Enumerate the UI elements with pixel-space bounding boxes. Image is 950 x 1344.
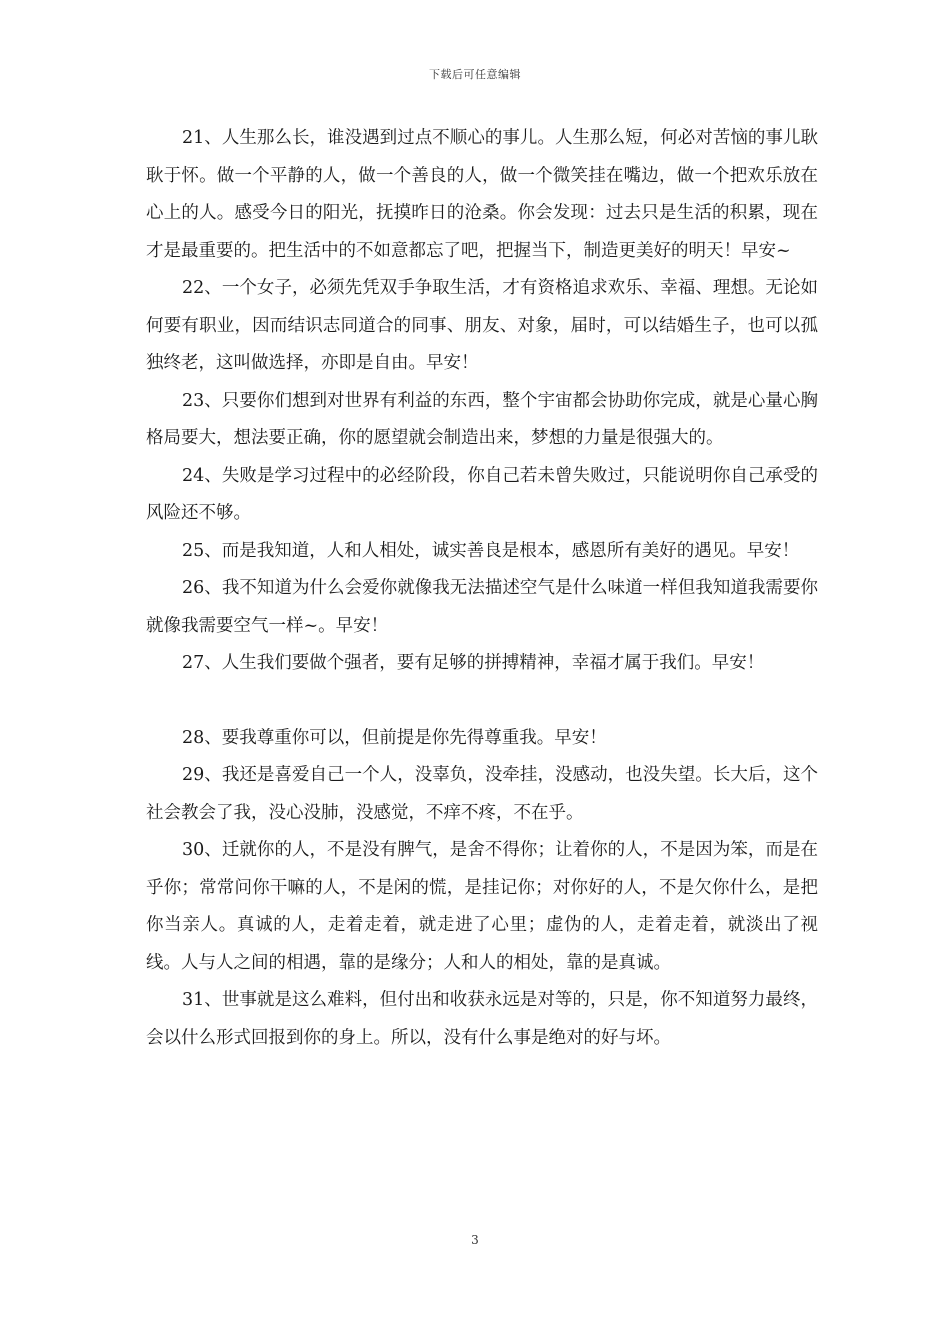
paragraph-22: 22、一个女子，必须先凭双手争取生活，才有资格追求欢乐、幸福、理想。无论如何要有职业，因而结识志同道合的同事、朋友、对象，届时，可以结婚生子，也可以孤独终老，这叫做选择，亦即是自由。早安！: [146, 278, 818, 373]
paragraph-21: 21、人生那么长，谁没遇到过点不顺心的事儿。人生那么短，何必对苦恼的事儿耿耿于怀。做一个平静的人，做一个善良的人，做一个微笑挂在嘴边，做一个把欢乐放在心上的人。感受今日的阳光，抚摸昨日的沧桑。你会发现：过去只是生活的积累，现在才是最重要的。把生活中的不如意都忘了吧，把握当下，制造更美好的明天！早安~: [146, 128, 818, 261]
paragraph-28: 28、要我尊重你可以，但前提是你先得尊重我。早安！: [182, 727, 607, 748]
page-header: 下载后可任意编辑: [429, 68, 521, 81]
paragraph-25: 25、而是我知道，人和人相处，诚实善良是根本，感恩所有美好的遇见。早安！: [182, 540, 800, 561]
paragraph-29: 29、我还是喜爱自己一个人，没辜负，没牵挂，没感动，也没失望。长大后，这个社会教会了我，没心没肺，没感觉，不痒不疼，不在乎。: [146, 765, 818, 823]
paragraph-26: 26、我不知道为什么会爱你就像我无法描述空气是什么味道一样但我知道我需要你就像我需要空气一样~。早安！: [146, 578, 818, 636]
paragraph-23: 23、只要你们想到对世界有利益的东西，整个宇宙都会协助你完成，就是心量心胸格局要大，想法要正确，你的愿望就会制造出来，梦想的力量是很强大的。: [146, 390, 818, 448]
page-number: 3: [471, 1233, 479, 1247]
paragraph-gap: [146, 683, 818, 720]
paragraph-24: 24、失败是学习过程中的必经阶段，你自己若未曾失败过，只能说明你自己承受的风险还不够。: [146, 465, 818, 523]
paragraph-31: 31、世事就是这么难料，但付出和收获永远是对等的，只是，你不知道努力最终，会以什么形式回报到你的身上。所以，没有什么事是绝对的好与坏。: [146, 990, 818, 1048]
document-body: [146, 120, 818, 1057]
paragraph-27: 27、人生我们要做个强者，要有足够的拼搏精神，幸福才属于我们。早安！: [182, 653, 765, 673]
paragraph-30: 30、迁就你的人，不是没有脾气，是舍不得你；让着你的人，不是因为笨，而是在乎你；常常问你干嘛的人，不是闲的慌，是挂记你；对你好的人，不是欠你什么，是把你当亲人。真诚的人，走着走着，就走进了心里；虚伪的人，走着走着，就淡出了视线。人与人之间的相遇，靠的是缘分；人和人的相处，靠的是真诚。: [146, 840, 818, 973]
